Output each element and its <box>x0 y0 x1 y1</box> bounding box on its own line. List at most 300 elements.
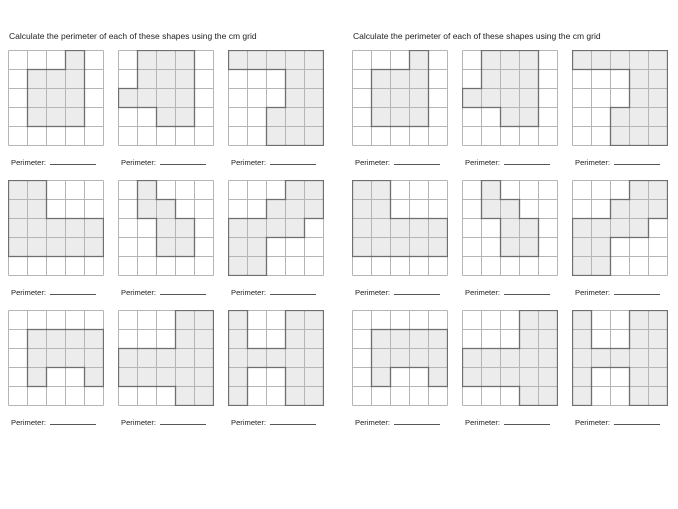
shape-cell <box>649 181 668 200</box>
shape-cell <box>229 257 248 276</box>
shape-cell <box>66 238 85 257</box>
answer-blank[interactable] <box>160 416 206 425</box>
answer-blank[interactable] <box>394 286 440 295</box>
shape-card <box>228 180 324 297</box>
shape-cell <box>9 181 28 200</box>
shape-cell <box>9 238 28 257</box>
answer-blank[interactable] <box>160 156 206 165</box>
shape-card <box>228 310 324 427</box>
shape-cell <box>501 108 520 127</box>
shape-cell <box>85 238 104 257</box>
shape-cell <box>176 330 195 349</box>
shape-cell <box>649 330 668 349</box>
shape-cell <box>539 368 558 387</box>
perimeter-label <box>11 416 96 427</box>
shape-cell <box>305 51 324 70</box>
shape-cell <box>66 51 85 70</box>
shape-cell <box>611 108 630 127</box>
perimeter-text: Perimeter: <box>575 288 611 297</box>
shape-cell <box>649 89 668 108</box>
shape-cell <box>305 330 324 349</box>
shape-cell <box>482 349 501 368</box>
answer-blank[interactable] <box>270 156 316 165</box>
shape-cell <box>176 51 195 70</box>
shape-cell <box>520 51 539 70</box>
shape-cell <box>520 70 539 89</box>
shape-cell <box>372 330 391 349</box>
shape-cell <box>47 349 66 368</box>
shape-cell <box>539 311 558 330</box>
shape-grid <box>462 50 558 146</box>
shape-cell <box>138 368 157 387</box>
shape-cell <box>47 219 66 238</box>
shape-cell <box>611 200 630 219</box>
shape-cell <box>573 238 592 257</box>
shape-cell <box>157 108 176 127</box>
shape-cell <box>286 349 305 368</box>
shape-cell <box>47 238 66 257</box>
shape-cell <box>372 89 391 108</box>
shape-card <box>572 50 668 167</box>
shape-grid <box>462 180 558 276</box>
shape-cell <box>520 368 539 387</box>
shape-cell <box>391 219 410 238</box>
shape-grid <box>8 180 104 276</box>
shape-cell <box>649 51 668 70</box>
perimeter-text: Perimeter: <box>121 418 157 427</box>
shape-cell <box>176 108 195 127</box>
shape-cell <box>539 349 558 368</box>
perimeter-text: Perimeter: <box>465 418 501 427</box>
shape-cell <box>630 311 649 330</box>
shape-card <box>462 50 558 167</box>
shape-cell <box>649 108 668 127</box>
shape-cell <box>573 387 592 406</box>
shape-cell <box>429 219 448 238</box>
shape-cell <box>372 238 391 257</box>
shape-cell <box>9 219 28 238</box>
shape-cell <box>410 51 429 70</box>
shape-cell <box>305 181 324 200</box>
shape-cell <box>573 311 592 330</box>
shape-cell <box>286 368 305 387</box>
answer-blank[interactable] <box>50 156 96 165</box>
shape-cell <box>353 200 372 219</box>
perimeter-text: Perimeter: <box>465 158 501 167</box>
shape-cell <box>501 70 520 89</box>
shape-grid <box>462 310 558 406</box>
shape-cell <box>305 127 324 146</box>
shape-cell <box>573 330 592 349</box>
shape-cell <box>119 349 138 368</box>
answer-blank[interactable] <box>504 286 550 295</box>
shape-cell <box>195 387 214 406</box>
shape-card <box>352 180 448 297</box>
perimeter-label <box>231 156 316 167</box>
perimeter-text: Perimeter: <box>575 158 611 167</box>
shape-cell <box>410 219 429 238</box>
answer-blank[interactable] <box>394 416 440 425</box>
shape-cell <box>176 70 195 89</box>
shape-cell <box>305 70 324 89</box>
shape-cell <box>482 70 501 89</box>
shape-cell <box>353 238 372 257</box>
shape-cell <box>267 349 286 368</box>
shape-cell <box>520 311 539 330</box>
shape-cell <box>286 51 305 70</box>
answer-blank[interactable] <box>394 156 440 165</box>
shape-cell <box>630 368 649 387</box>
shape-cell <box>501 200 520 219</box>
shape-cell <box>28 368 47 387</box>
shape-cell <box>573 368 592 387</box>
perimeter-label <box>465 416 550 427</box>
answer-blank[interactable] <box>270 286 316 295</box>
perimeter-text: Perimeter: <box>11 418 47 427</box>
answer-blank[interactable] <box>504 416 550 425</box>
shape-cell <box>47 89 66 108</box>
shape-cell <box>28 349 47 368</box>
answer-blank[interactable] <box>504 156 550 165</box>
shape-cell <box>353 181 372 200</box>
shape-cell <box>305 108 324 127</box>
shape-cell <box>592 238 611 257</box>
shape-cell <box>573 219 592 238</box>
shape-card <box>118 310 214 427</box>
shape-cell <box>229 387 248 406</box>
shape-cell <box>229 311 248 330</box>
shape-cell <box>592 219 611 238</box>
shape-cell <box>305 89 324 108</box>
shape-cell <box>157 368 176 387</box>
shape-grid <box>352 50 448 146</box>
shape-cell <box>28 200 47 219</box>
shape-cell <box>305 200 324 219</box>
shape-cell <box>305 311 324 330</box>
shape-cell <box>176 311 195 330</box>
shape-cell <box>482 51 501 70</box>
shape-cell <box>286 70 305 89</box>
shape-cell <box>305 349 324 368</box>
perimeter-label <box>231 286 316 297</box>
shape-grid <box>228 180 324 276</box>
shape-cell <box>286 330 305 349</box>
shape-cell <box>157 238 176 257</box>
shape-cell <box>372 181 391 200</box>
perimeter-text: Perimeter: <box>11 158 47 167</box>
shape-cell <box>119 368 138 387</box>
shape-cell <box>592 51 611 70</box>
shape-cell <box>410 330 429 349</box>
shape-cell <box>267 219 286 238</box>
shape-cell <box>463 368 482 387</box>
shape-cell <box>85 349 104 368</box>
shape-cell <box>267 51 286 70</box>
perimeter-text: Perimeter: <box>465 288 501 297</box>
shape-cell <box>66 70 85 89</box>
shape-cell <box>248 257 267 276</box>
shape-cell <box>66 108 85 127</box>
shape-cell <box>47 108 66 127</box>
shape-cell <box>463 349 482 368</box>
shape-cell <box>410 89 429 108</box>
shape-cell <box>520 219 539 238</box>
shape-grid <box>228 50 324 146</box>
shape-grid <box>118 180 214 276</box>
shape-cell <box>138 89 157 108</box>
shape-cell <box>157 349 176 368</box>
shape-cell <box>410 108 429 127</box>
shape-cell <box>195 349 214 368</box>
shape-cell <box>85 219 104 238</box>
shape-cell <box>229 219 248 238</box>
shape-cell <box>630 200 649 219</box>
shape-cell <box>611 51 630 70</box>
shape-cell <box>138 200 157 219</box>
shape-cell <box>391 238 410 257</box>
perimeter-text: Perimeter: <box>11 288 47 297</box>
shape-cell <box>573 51 592 70</box>
shape-grid <box>8 310 104 406</box>
shape-cell <box>195 311 214 330</box>
shape-cell <box>138 349 157 368</box>
shape-grid <box>352 180 448 276</box>
shape-cell <box>176 219 195 238</box>
perimeter-label <box>575 156 660 167</box>
shape-grid <box>572 310 668 406</box>
shape-cell <box>501 219 520 238</box>
shape-cell <box>429 238 448 257</box>
shape-cell <box>286 387 305 406</box>
shape-grid <box>572 180 668 276</box>
answer-blank[interactable] <box>270 416 316 425</box>
shape-cell <box>28 70 47 89</box>
shape-cell <box>630 181 649 200</box>
shape-cell <box>176 387 195 406</box>
shape-cell <box>248 349 267 368</box>
shape-cell <box>482 200 501 219</box>
shape-cell <box>157 219 176 238</box>
shape-card <box>352 50 448 167</box>
shape-cell <box>176 368 195 387</box>
shape-cell <box>630 89 649 108</box>
shape-card <box>572 180 668 297</box>
shape-cell <box>85 368 104 387</box>
shape-cell <box>286 89 305 108</box>
shape-cell <box>66 89 85 108</box>
shape-card <box>352 310 448 427</box>
shape-cell <box>229 368 248 387</box>
perimeter-label <box>575 416 660 427</box>
shape-cell <box>85 330 104 349</box>
shape-cell <box>649 70 668 89</box>
shape-cell <box>286 219 305 238</box>
shape-card <box>228 50 324 167</box>
shape-cell <box>229 51 248 70</box>
shape-cell <box>520 238 539 257</box>
perimeter-label <box>355 156 440 167</box>
shape-cell <box>520 349 539 368</box>
shape-cell <box>539 387 558 406</box>
shape-cell <box>372 108 391 127</box>
shape-cell <box>195 368 214 387</box>
shape-cell <box>611 349 630 368</box>
perimeter-label <box>11 156 96 167</box>
shape-cell <box>611 219 630 238</box>
shape-cell <box>573 349 592 368</box>
shape-grid <box>118 310 214 406</box>
shape-cell <box>248 238 267 257</box>
shape-cell <box>630 330 649 349</box>
perimeter-text: Perimeter: <box>121 288 157 297</box>
shape-cell <box>391 108 410 127</box>
shape-card <box>572 310 668 427</box>
shape-cell <box>501 368 520 387</box>
shape-cell <box>649 200 668 219</box>
perimeter-label <box>121 286 206 297</box>
perimeter-text: Perimeter: <box>355 418 391 427</box>
shape-cell <box>248 219 267 238</box>
shape-cell <box>286 311 305 330</box>
shape-cell <box>649 311 668 330</box>
shape-cell <box>267 127 286 146</box>
shape-cell <box>28 89 47 108</box>
shape-cell <box>501 51 520 70</box>
shape-cell <box>119 89 138 108</box>
answer-blank[interactable] <box>614 416 660 425</box>
shape-cell <box>649 368 668 387</box>
shape-cell <box>592 257 611 276</box>
shape-card <box>8 180 104 297</box>
shape-cell <box>391 70 410 89</box>
perimeter-label <box>355 416 440 427</box>
shape-cell <box>66 330 85 349</box>
shape-card <box>462 310 558 427</box>
shape-cell <box>501 89 520 108</box>
shape-cell <box>429 349 448 368</box>
shape-cell <box>520 387 539 406</box>
shape-grid <box>352 310 448 406</box>
shape-cell <box>391 349 410 368</box>
shape-cell <box>372 219 391 238</box>
shape-cell <box>630 70 649 89</box>
shape-cell <box>501 349 520 368</box>
shape-cell <box>630 219 649 238</box>
shape-cell <box>520 108 539 127</box>
shape-cell <box>28 238 47 257</box>
shape-grid <box>118 50 214 146</box>
shape-cell <box>391 330 410 349</box>
perimeter-label <box>231 416 316 427</box>
shape-cell <box>176 89 195 108</box>
shape-grid <box>8 50 104 146</box>
perimeter-text: Perimeter: <box>355 288 391 297</box>
shape-cell <box>157 51 176 70</box>
shape-cell <box>463 89 482 108</box>
shape-cell <box>630 349 649 368</box>
shape-cell <box>248 51 267 70</box>
shape-cell <box>66 349 85 368</box>
perimeter-label <box>465 156 550 167</box>
perimeter-label <box>11 286 96 297</box>
shape-cell <box>630 51 649 70</box>
shape-cell <box>157 89 176 108</box>
shape-card <box>8 50 104 167</box>
shape-card <box>8 310 104 427</box>
shape-cell <box>372 70 391 89</box>
shape-cell <box>410 238 429 257</box>
shape-cell <box>539 330 558 349</box>
shape-cell <box>520 330 539 349</box>
perimeter-label <box>121 156 206 167</box>
shape-cell <box>229 238 248 257</box>
shape-cell <box>630 387 649 406</box>
shape-card <box>462 180 558 297</box>
shape-cell <box>138 51 157 70</box>
perimeter-text: Perimeter: <box>231 418 267 427</box>
answer-blank[interactable] <box>160 286 206 295</box>
shape-cell <box>176 238 195 257</box>
shape-cell <box>649 387 668 406</box>
shape-cell <box>630 127 649 146</box>
perimeter-text: Perimeter: <box>121 158 157 167</box>
shape-card <box>118 180 214 297</box>
worksheet-title: Calculate the perimeter of each of these shapes using the cm grid <box>353 31 601 41</box>
perimeter-text: Perimeter: <box>231 158 267 167</box>
shape-cell <box>267 200 286 219</box>
shape-cell <box>372 200 391 219</box>
shape-cell <box>482 181 501 200</box>
shape-cell <box>410 349 429 368</box>
shape-cell <box>372 349 391 368</box>
shape-cell <box>305 368 324 387</box>
perimeter-label <box>121 416 206 427</box>
perimeter-text: Perimeter: <box>355 158 391 167</box>
shape-cell <box>28 219 47 238</box>
shape-cell <box>429 368 448 387</box>
shape-cell <box>649 349 668 368</box>
shape-cell <box>501 238 520 257</box>
perimeter-label <box>355 286 440 297</box>
shape-cell <box>195 330 214 349</box>
shape-cell <box>9 200 28 219</box>
perimeter-label <box>575 286 660 297</box>
answer-blank[interactable] <box>614 156 660 165</box>
shape-cell <box>410 70 429 89</box>
shape-cell <box>520 89 539 108</box>
shape-cell <box>630 108 649 127</box>
answer-blank[interactable] <box>50 416 96 425</box>
shape-cell <box>157 70 176 89</box>
perimeter-text: Perimeter: <box>575 418 611 427</box>
answer-blank[interactable] <box>50 286 96 295</box>
perimeter-text: Perimeter: <box>231 288 267 297</box>
shape-grid <box>572 50 668 146</box>
shape-cell <box>138 70 157 89</box>
shape-cell <box>353 219 372 238</box>
shape-cell <box>28 330 47 349</box>
shape-cell <box>592 349 611 368</box>
worksheet-right <box>344 0 678 509</box>
shape-cell <box>28 108 47 127</box>
shape-cell <box>649 127 668 146</box>
shape-cell <box>176 349 195 368</box>
answer-blank[interactable] <box>614 286 660 295</box>
shape-cell <box>286 181 305 200</box>
shape-cell <box>286 108 305 127</box>
worksheet-title: Calculate the perimeter of each of these shapes using the cm grid <box>9 31 257 41</box>
shape-cell <box>47 330 66 349</box>
